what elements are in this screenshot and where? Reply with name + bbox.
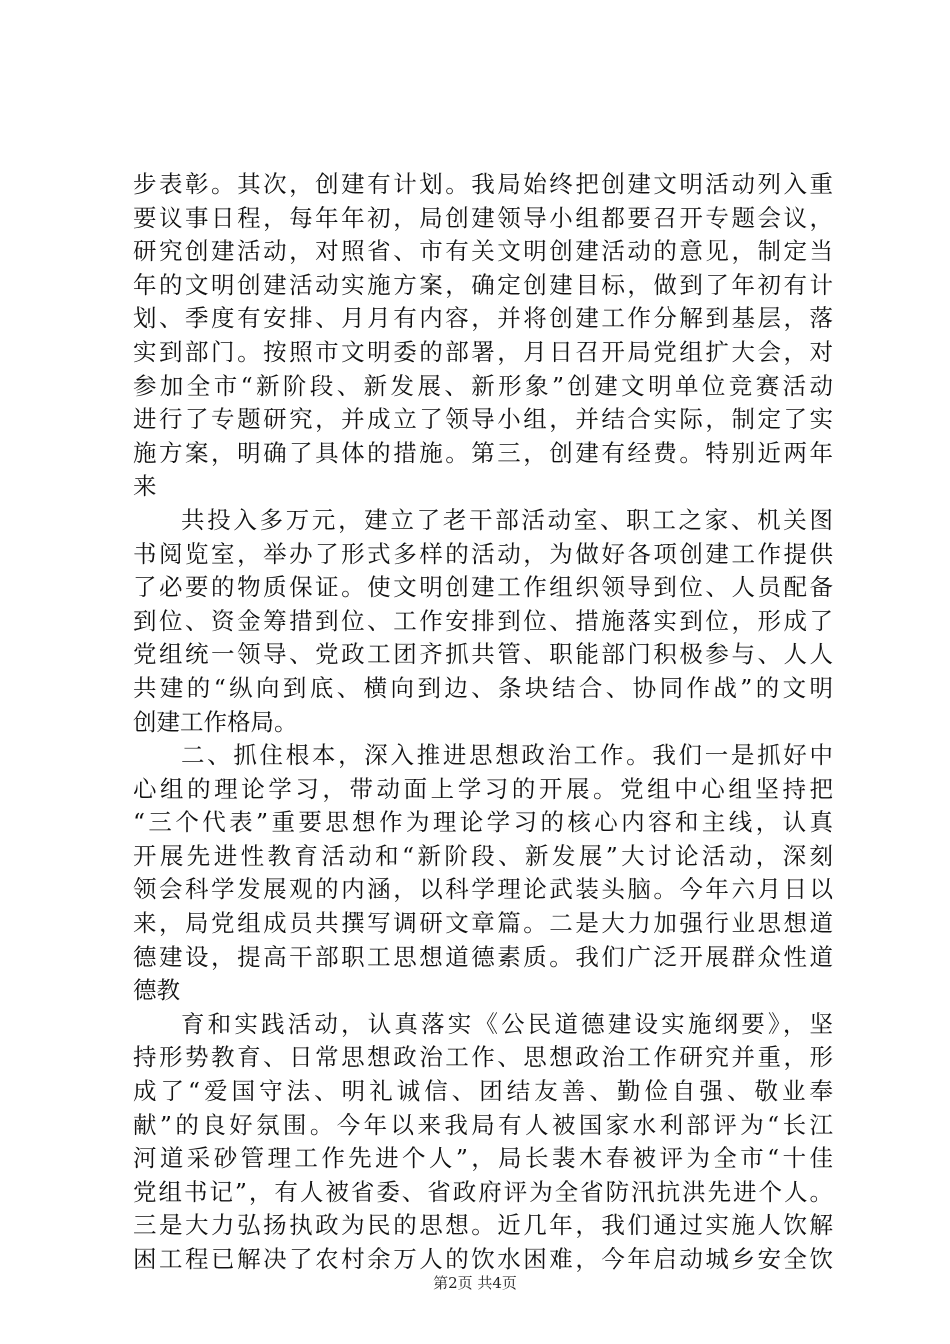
text-line: “三个代表”重要思想作为理论学习的核心内容和主线，认真	[133, 808, 833, 837]
text-line: 成了“爱国守法、明礼诚信、团结友善、勤俭自强、敬业奉	[133, 1077, 833, 1106]
text-line: 心组的理论学习，带动面上学习的开展。党组中心组坚持把	[133, 774, 833, 803]
text-line: 来，局党组成员共撰写调研文章篇。二是大力加强行业思想道	[133, 909, 833, 938]
text-line: 实到部门。按照市文明委的部署，月日召开局党组扩大会，对	[133, 337, 833, 366]
text-line: 领会科学发展观的内涵，以科学理论武装头脑。今年六月日以	[133, 875, 833, 904]
text-line: 研究创建活动，对照省、市有关文明创建活动的意见，制定当	[133, 237, 833, 266]
text-line: 创建工作格局。	[133, 707, 298, 736]
text-line: 育和实践活动，认真落实《公民道德建设实施纲要》，坚	[181, 1009, 833, 1038]
text-line: 献”的良好氛围。今年以来我局有人被国家水利部评为“长江	[133, 1110, 833, 1139]
text-line: 开展先进性教育活动和“新阶段、新发展”大讨论活动，深刻	[133, 841, 833, 870]
text-line: 施方案，明确了具体的措施。第三，创建有经费。特别近两年	[133, 438, 833, 467]
text-line: 参加全市“新阶段、新发展、新形象”创建文明单位竞赛活动	[133, 371, 833, 400]
text-line: 三是大力弘扬执政为民的思想。近几年，我们通过实施人饮解	[133, 1211, 833, 1240]
text-line: 进行了专题研究，并成立了领导小组，并结合实际，制定了实	[133, 405, 833, 434]
text-line: 了必要的物质保证。使文明创建工作组织领导到位、人员配备	[133, 573, 833, 602]
text-line: 共投入多万元，建立了老干部活动室、职工之家、机关图	[181, 505, 833, 534]
text-line: 要议事日程，每年年初，局创建领导小组都要召开专题会议，	[133, 203, 833, 232]
text-line: 二、抓住根本，深入推进思想政治工作。我们一是抓好中	[181, 741, 833, 770]
text-line: 持形势教育、日常思想政治工作、思想政治工作研究并重，形	[133, 1043, 833, 1072]
text-line: 年的文明创建活动实施方案，确定创建目标，做到了年初有计	[133, 270, 833, 299]
text-line: 困工程已解决了农村余万人的饮水困难，今年启动城乡安全饮	[133, 1245, 833, 1273]
text-line: 党组书记”，有人被省委、省政府评为全省防汛抗洪先进个人。	[133, 1177, 833, 1206]
text-line: 步表彰。其次，创建有计划。我局始终把创建文明活动列入重	[133, 170, 833, 198]
text-line: 德建设，提高干部职工思想道德素质。我们广泛开展群众性道	[133, 942, 833, 971]
text-line: 到位、资金筹措到位、工作安排到位、措施落实到位，形成了	[133, 606, 833, 635]
text-line: 书阅览室，举办了形式多样的活动，为做好各项创建工作提供	[133, 539, 833, 568]
page-footer: 第2页 共4页	[433, 1274, 517, 1292]
text-line: 共建的“纵向到底、横向到边、条块结合、协同作战”的文明	[133, 673, 833, 702]
text-line: 划、季度有安排、月月有内容，并将创建工作分解到基层，落	[133, 304, 833, 333]
text-line: 德教	[133, 976, 180, 1005]
text-line: 河道采砂管理工作先进个人”，局长裴木春被评为全市“十佳	[133, 1144, 833, 1173]
document-body	[133, 168, 833, 1277]
text-line: 来	[133, 472, 157, 501]
text-line: 党组统一领导、党政工团齐抓共管、职能部门积极参与、人人	[133, 640, 833, 669]
